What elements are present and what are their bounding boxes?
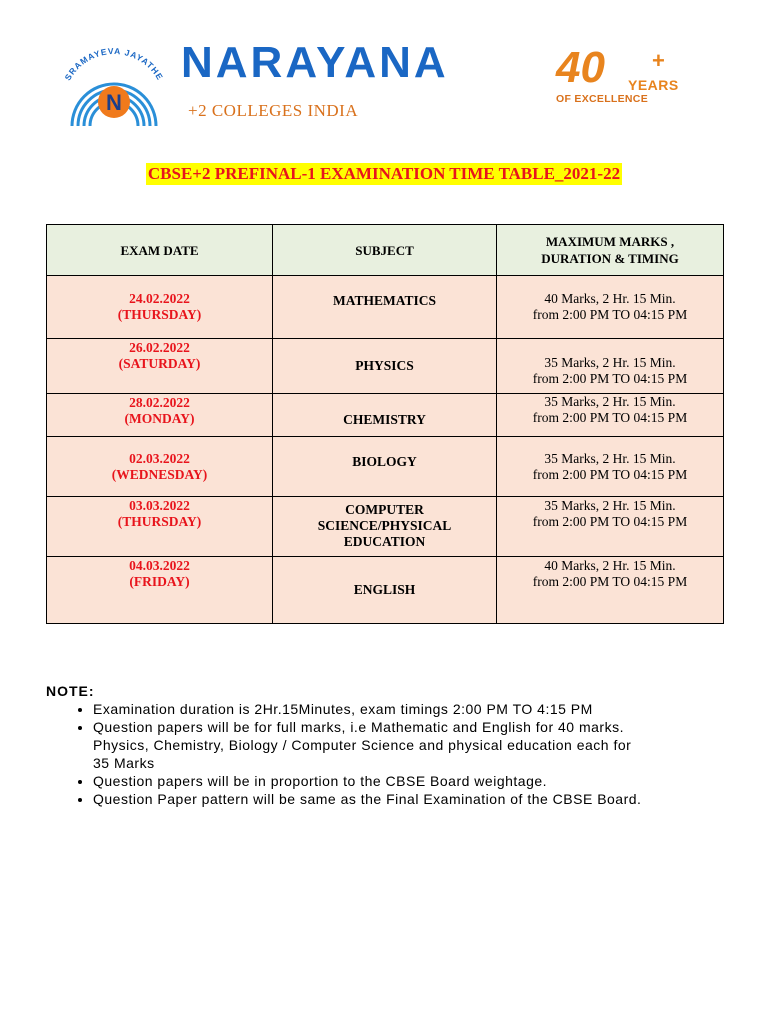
subject-name: COMPUTER — [345, 502, 424, 517]
page-header — [0, 0, 768, 140]
exam-date-cell — [47, 276, 273, 339]
notes-label: NOTE: — [46, 683, 95, 699]
header-marks-line: MAXIMUM MARKS , — [545, 234, 675, 249]
page-title: CBSE+2 PREFINAL-1 EXAMINATION TIME TABLE_2021-22 — [147, 164, 621, 183]
title-wrap — [0, 163, 768, 185]
badge-plus: + — [652, 48, 665, 73]
svg-text:SRAMAYEVA JAYATHE — [63, 46, 166, 82]
table-row — [47, 276, 724, 339]
marks-cell — [497, 497, 724, 557]
timetable — [46, 224, 724, 624]
marks-cell — [497, 557, 724, 624]
table-row — [47, 437, 724, 497]
exam-day: (THURSDAY) — [117, 307, 202, 322]
exam-date-cell — [47, 557, 273, 624]
exam-day: (FRIDAY) — [129, 574, 190, 589]
table-row — [47, 339, 724, 394]
brand-subtitle: +2 COLLEGES INDIA — [188, 101, 359, 120]
brand-name: NARAYANA — [181, 38, 449, 87]
note-item — [93, 718, 746, 772]
subject-name: EDUCATION — [343, 534, 426, 549]
badge-excellence: OF EXCELLENCE — [556, 93, 648, 105]
excellence-badge — [550, 43, 685, 112]
note-text: 35 Marks — [93, 755, 155, 771]
timing: from 2:00 PM TO 04:15 PM — [532, 371, 688, 386]
note-item — [93, 772, 746, 790]
emblem-motto: SRAMAYEVA JAYATHE — [62, 46, 166, 83]
header-marks-duration — [497, 225, 724, 276]
timing: from 2:00 PM TO 04:15 PM — [532, 466, 688, 482]
subject-cell — [273, 394, 497, 437]
emblem-letter: N — [106, 90, 122, 115]
subject-cell — [273, 437, 497, 497]
subject-name: CHEMISTRY — [343, 412, 426, 427]
exam-date: 04.03.2022 — [129, 558, 190, 573]
marks-duration: 35 Marks, 2 Hr. 15 Min. — [544, 498, 676, 513]
subject-name: BIOLOGY — [352, 454, 417, 469]
note-text: Physics, Chemistry, Biology / Computer Science and physical education each for — [93, 737, 632, 753]
note-text: Question Paper pattern will be same as the Final Examination of the CBSE Board. — [93, 791, 642, 807]
subject-name: ENGLISH — [353, 582, 416, 597]
exam-date: 28.02.2022 — [129, 395, 190, 410]
timing: from 2:00 PM TO 04:15 PM — [532, 574, 688, 589]
badge-years: YEARS — [628, 77, 679, 93]
marks-cell — [497, 276, 724, 339]
table-row — [47, 557, 724, 624]
subject-cell — [273, 276, 497, 339]
table-row — [47, 497, 724, 557]
subject-cell — [273, 497, 497, 557]
subject-name: PHYSICS — [355, 358, 414, 373]
timing: from 2:00 PM TO 04:15 PM — [532, 307, 688, 322]
marks-cell — [497, 394, 724, 437]
note-text: • Question papers will be for full marks, i.e Mathematic and English for 40 marks. — [93, 719, 624, 735]
exam-day: (SATURDAY) — [118, 356, 201, 371]
exam-date: 03.03.2022 — [129, 498, 190, 513]
subject-name: SCIENCE/PHYSICAL — [317, 518, 452, 533]
marks-duration: 35 Marks, 2 Hr. 15 Min. — [544, 355, 676, 370]
notes-list — [46, 700, 746, 808]
exam-date: 02.03.2022 — [129, 450, 190, 466]
header-subject: SUBJECT — [273, 225, 497, 276]
subject-cell — [273, 339, 497, 394]
marks-duration: 40 Marks, 2 Hr. 15 Min. — [544, 558, 676, 573]
header-duration-line: DURATION & TIMING — [541, 251, 679, 266]
header-exam-date: EXAM DATE — [47, 225, 273, 276]
marks-duration: 40 Marks, 2 Hr. 15 Min. — [544, 291, 676, 306]
subject-name: MATHEMATICS — [332, 293, 436, 308]
marks-duration: 35 Marks, 2 Hr. 15 Min. — [544, 394, 676, 409]
note-item — [93, 790, 746, 808]
exam-day: (WEDNESDAY) — [111, 466, 208, 482]
exam-date-cell — [47, 339, 273, 394]
exam-date-cell — [47, 497, 273, 557]
note-text: Examination duration is 2Hr.15Minutes, exam timings 2:00 PM TO 4:15 PM — [93, 701, 593, 717]
table-header-row — [47, 225, 724, 276]
timing: from 2:00 PM TO 04:15 PM — [532, 514, 688, 529]
note-text: Question papers will be in proportion to the CBSE Board weightage. — [93, 773, 548, 789]
notes-section — [46, 682, 746, 808]
exam-date-cell — [47, 394, 273, 437]
marks-cell — [497, 339, 724, 394]
marks-cell — [497, 437, 724, 497]
narayana-emblem-logo — [44, 46, 184, 128]
marks-duration: 35 Marks, 2 Hr. 15 Min. — [544, 450, 676, 466]
exam-date: 26.02.2022 — [129, 340, 190, 355]
exam-day: (MONDAY) — [124, 411, 195, 426]
note-item — [93, 700, 746, 718]
timing: from 2:00 PM TO 04:15 PM — [532, 410, 688, 425]
exam-day: (THURSDAY) — [117, 514, 202, 529]
exam-date-cell — [47, 437, 273, 497]
table-row — [47, 394, 724, 437]
subject-cell — [273, 557, 497, 624]
exam-date: 24.02.2022 — [129, 291, 190, 306]
badge-number: 40 — [556, 43, 605, 92]
